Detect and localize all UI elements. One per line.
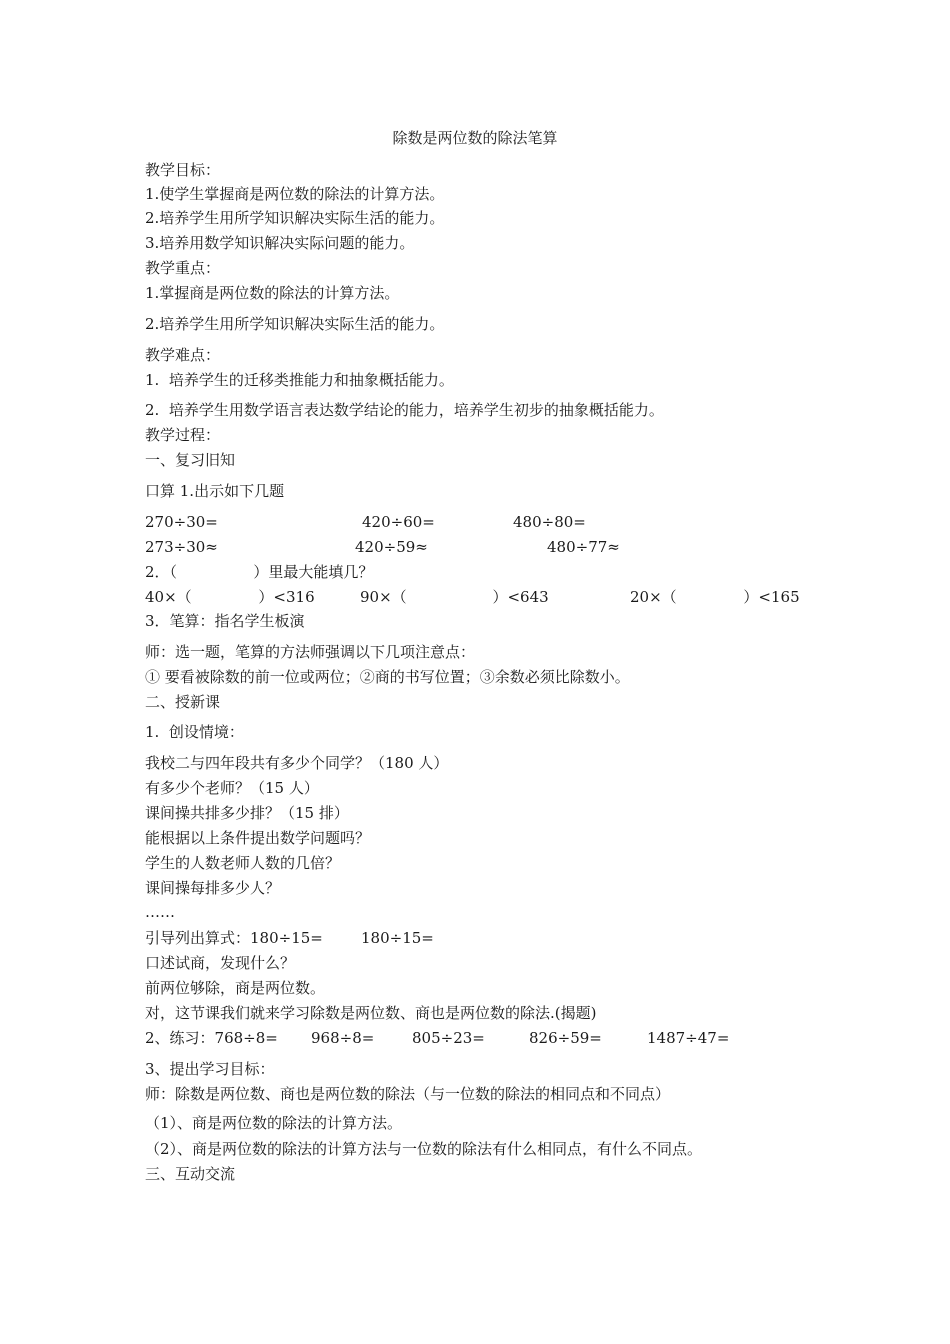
objective-item: 1.使学生掌握商是两位数的除法的计算方法。	[145, 185, 445, 203]
fill-blank-problem: 20×（ ）<165	[630, 588, 800, 606]
fill-blank-intro: 2．（ ）里最大能填几？	[145, 563, 374, 581]
scenario-line: 有多少个老师？（15 人）	[145, 779, 319, 797]
scenario-line: 课间操共排多少排？（15 排）	[145, 804, 349, 822]
oral-problem: 420÷60=	[362, 513, 435, 531]
estimate-problem: 420÷59≈	[355, 538, 428, 556]
scenario-line: 我校二与四年段共有多少个同学？（180 人）	[145, 754, 449, 772]
attention-points: ① 要看被除数的前一位或两位；②商的书写位置；③余数必须比除数小。	[145, 668, 630, 686]
written-calc-item: 3．笔算：指名学生板演	[145, 612, 305, 630]
teacher-note: 师：选一题，笔算的方法师强调以下几项注意点：	[145, 643, 476, 661]
section-heading-objectives: 教学目标：	[145, 161, 221, 179]
scenario-line: 口述试商，发现什么？	[145, 954, 296, 972]
part-heading-interaction: 三、互动交流	[145, 1165, 236, 1183]
objective-item: 2.培养学生用所学知识解决实际生活的能力。	[145, 209, 445, 227]
scenario-line: 前两位够除，商是两位数。	[145, 979, 326, 997]
estimate-problem: 480÷77≈	[547, 538, 620, 556]
scenario-line: 学生的人数老师人数的几倍？	[145, 854, 341, 872]
difficulty-item: 1. 培养学生的迁移类推能力和抽象概括能力。	[145, 371, 454, 389]
scenario-line: 能根据以上条件提出数学问题吗？	[145, 829, 371, 847]
topic-reveal: 对，这节课我们就来学习除数是两位数、商也是两位数的除法.(揭题)	[145, 1004, 597, 1022]
practice-problem: 826÷59=	[529, 1029, 602, 1047]
oral-calc-intro: 口算 1.出示如下几题	[145, 482, 285, 500]
key-point-item: 2.培养学生用所学知识解决实际生活的能力。	[145, 315, 445, 333]
fill-blank-problem: 90×（ ）<643	[360, 588, 549, 606]
document-title: 除数是两位数的除法笔算	[392, 129, 558, 147]
learning-goals-heading: 3、提出学习目标：	[145, 1060, 275, 1078]
practice-problem: 1487÷47=	[647, 1029, 730, 1047]
practice-problem: 805÷23=	[412, 1029, 485, 1047]
oral-problem: 480÷80=	[513, 513, 586, 531]
section-heading-key-points: 教学重点：	[145, 259, 221, 277]
formula-line: 引导列出算式：180÷15= 180÷15=	[145, 929, 434, 947]
section-heading-difficulties: 教学难点：	[145, 346, 221, 364]
section-heading-process: 教学过程：	[145, 426, 221, 444]
objective-item: 3.培养用数学知识解决实际问题的能力。	[145, 234, 415, 252]
goal-item: （2）、商是两位数的除法的计算方法与一位数的除法有什么相同点，有什么不同点。	[145, 1140, 703, 1158]
scenario-line: 课间操每排多少人？	[145, 879, 281, 897]
goal-item: （1）、商是两位数的除法的计算方法。	[145, 1114, 403, 1132]
practice-problem: 968÷8=	[311, 1029, 375, 1047]
ellipsis: ……	[145, 903, 175, 921]
practice-problem: 2、练习：768÷8=	[145, 1029, 278, 1047]
scenario-heading: 1. 创设情境：	[145, 723, 244, 741]
fill-blank-problem: 40×（ ）<316	[145, 588, 315, 606]
part-heading-review: 一、复习旧知	[145, 451, 236, 469]
difficulty-item: 2. 培养学生用数学语言表达数学结论的能力，培养学生初步的抽象概括能力。	[145, 401, 664, 419]
key-point-item: 1.掌握商是两位数的除法的计算方法。	[145, 284, 400, 302]
part-heading-new-lesson: 二、授新课	[145, 693, 221, 711]
teacher-note: 师：除数是两位数、商也是两位数的除法（与一位数的除法的相同点和不同点）	[145, 1085, 671, 1103]
estimate-problem: 273÷30≈	[145, 538, 218, 556]
oral-problem: 270÷30=	[145, 513, 218, 531]
